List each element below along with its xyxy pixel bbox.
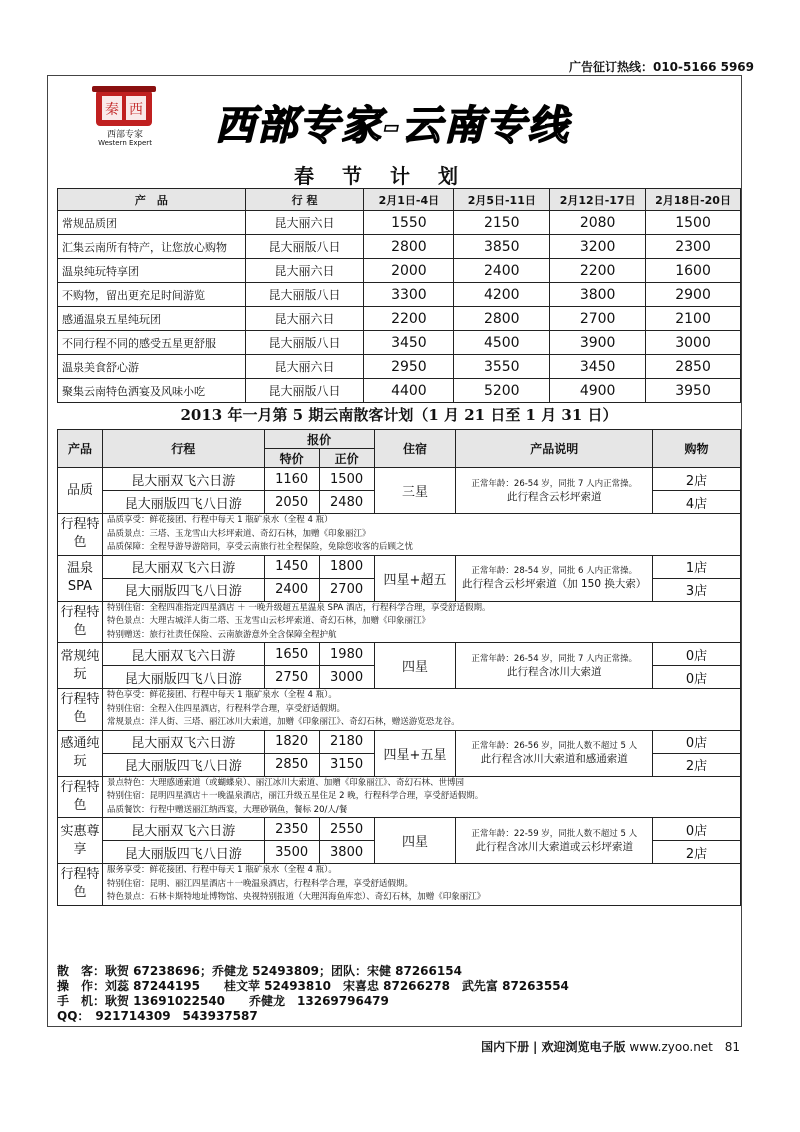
notes-label: 行程特色: [58, 601, 103, 643]
regular-price: 1800: [319, 555, 374, 578]
shop-count: 1店: [653, 555, 741, 578]
product-desc: [456, 468, 653, 514]
header-special: 特价: [264, 449, 319, 468]
notes-row: [58, 864, 741, 906]
route: 昆大丽六日: [245, 355, 364, 379]
product-name: 常规品质团: [58, 211, 246, 235]
shop-count: 0店: [653, 818, 741, 841]
route: 昆大丽版四飞八日游: [102, 666, 264, 689]
footer-section: 国内下册: [481, 1040, 530, 1054]
product-row: [58, 555, 741, 578]
note-line: 特色景点：大理古城洋人街二塔、玉龙雪山云杉坪索道、奇幻石林，加赠《印象丽江》: [106, 616, 430, 626]
notes-label: 行程特色: [58, 514, 103, 556]
age-limit: 正常年龄：22-59 岁，同批人数不超过 5 人: [471, 828, 638, 839]
price-cell: 3950: [646, 379, 741, 403]
hotel-level: 四星: [374, 643, 456, 689]
header-product: 产 品: [58, 189, 246, 211]
notes-row: [58, 514, 741, 556]
shop-count: 2店: [653, 841, 741, 864]
price-cell: 5200: [454, 379, 550, 403]
note-line: 特色景点：石林卡斯特地址博物馆、央视特别报道（大理洱海鱼库恋）、奇幻石林，加赠《印象丽江》: [106, 892, 486, 902]
price-cell: 3450: [364, 331, 454, 355]
header-product: 产品: [58, 430, 103, 468]
price-cell: 3450: [550, 355, 646, 379]
hotel-level: 三星: [374, 468, 456, 514]
scatter-plan-table: [57, 429, 741, 906]
notes: [102, 864, 740, 906]
note-line: 特别住宿：昆明四星酒店＋一晚温泉酒店，丽江升级五星住足 2 晚，行程科学合理，享受舒适假期。: [106, 791, 484, 801]
header-shop: 购物: [653, 430, 741, 468]
logo-mark-icon: [90, 84, 158, 130]
note-line: 特别住宿：全程四准指定四星酒店 ＋ 一晚升级超五星温泉 SPA 酒店，行程科学合理，享受舒适假期。: [106, 602, 491, 613]
shop-count: 3店: [653, 578, 741, 601]
svg-text:西: 西: [129, 102, 143, 118]
price-cell: 2200: [364, 307, 454, 331]
age-limit: 正常年龄：26-56 岁，同批人数不超过 5 人: [471, 741, 638, 751]
footer: 国内下册 | 欢迎浏览电子版 www.zyoo.net 81: [481, 1040, 740, 1054]
price-cell: 4500: [454, 331, 550, 355]
price-cell: 3200: [550, 235, 646, 259]
desc-text: 此行程含冰川大索道和感通索道: [480, 753, 628, 765]
spring-row: [58, 235, 741, 259]
regular-price: 3150: [319, 753, 374, 776]
regular-price: 2480: [319, 491, 374, 514]
route: 昆大丽双飞六日游: [102, 818, 264, 841]
notes-row: [58, 689, 741, 731]
note-line: 服务享受：鲜花接团、行程中每天 1 瓶矿泉水（全程 4 瓶）。: [106, 865, 337, 875]
route: 昆大丽六日: [245, 211, 364, 235]
notes: [102, 776, 740, 818]
product-desc: 汇集云南所有特产，让您放心购物: [58, 235, 246, 259]
price-cell: 3000: [646, 331, 741, 355]
notes-label: 行程特色: [58, 864, 103, 906]
price-cell: 2800: [454, 307, 550, 331]
header-price: 报价: [264, 430, 374, 449]
desc-text: 此行程含云杉坪索道（加 150 换大索）: [462, 578, 647, 590]
route: 昆大丽版八日: [245, 379, 364, 403]
note-line: 特色享受：鲜花接团、行程中每天 1 瓶矿泉水（全程 4 瓶）。: [106, 690, 337, 700]
product-row: [58, 468, 741, 491]
notes-label: 行程特色: [58, 689, 103, 731]
route: 昆大丽版八日: [245, 235, 364, 259]
spring-row: [58, 355, 741, 379]
regular-price: 2700: [319, 578, 374, 601]
note-line: 品质保障：全程导游导游陪同，享受云南旅行社全程保险，免除您收客的后顾之忧: [106, 542, 413, 552]
special-price: 1160: [264, 468, 319, 491]
price-cell: 1600: [646, 259, 741, 283]
price-cell: 3800: [550, 283, 646, 307]
product-name: 温泉SPA: [58, 555, 103, 601]
route: 昆大丽版四飞八日游: [102, 753, 264, 776]
desc-text: 此行程含云杉坪索道: [507, 490, 602, 503]
header-hotel: 住宿: [374, 430, 456, 468]
note-line: 特别赠送：旅行社责任保险、云南旅游意外全含保障全程护航: [106, 629, 337, 640]
svg-text:秦: 秦: [105, 102, 119, 118]
note-line: 品质享受：鲜花接团、行程中每天 1 瓶矿泉水（全程 4 瓶）: [106, 515, 333, 525]
header-date-3: 2月12日-17日: [550, 189, 646, 211]
special-price: 2350: [264, 818, 319, 841]
route: 昆大丽六日: [245, 307, 364, 331]
product-name: 感通温泉五星纯玩团: [58, 307, 246, 331]
contacts: [57, 964, 569, 1024]
headline: 西部专家-云南专线: [215, 102, 570, 149]
product-row: [58, 730, 741, 753]
price-cell: 4400: [364, 379, 454, 403]
special-price: 2750: [264, 666, 319, 689]
header-date-2: 2月5日-11日: [454, 189, 550, 211]
page-number: 81: [724, 1040, 740, 1054]
regular-price: 2180: [319, 730, 374, 753]
product-desc: [456, 730, 653, 776]
notes-row: [58, 601, 741, 643]
price-cell: 2800: [364, 235, 454, 259]
price-cell: 2400: [454, 259, 550, 283]
route: 昆大丽双飞六日游: [102, 730, 264, 753]
route: 昆大丽双飞六日游: [102, 643, 264, 666]
price-cell: 2950: [364, 355, 454, 379]
header-route: 行程: [102, 430, 264, 468]
notes: [102, 514, 740, 556]
price-cell: 2150: [454, 211, 550, 235]
hotel-level: 四星+五星: [374, 730, 456, 776]
regular-price: 1500: [319, 468, 374, 491]
header-desc: 产品说明: [456, 430, 653, 468]
footer-url[interactable]: www.zyoo.net: [629, 1040, 713, 1054]
footer-slogan: 欢迎浏览电子版: [541, 1040, 626, 1054]
price-cell: 3900: [550, 331, 646, 355]
spring-row: [58, 259, 741, 283]
age-limit: 正常年龄：26-54 岁，同批 7 人内正常操。: [471, 653, 638, 664]
price-cell: 2300: [646, 235, 741, 259]
route: 昆大丽版四飞八日游: [102, 491, 264, 514]
product-row: [58, 818, 741, 841]
shop-count: 2店: [653, 753, 741, 776]
route: 昆大丽六日: [245, 259, 364, 283]
spring-row: [58, 211, 741, 235]
special-price: 2850: [264, 753, 319, 776]
notes-label: 行程特色: [58, 776, 103, 818]
product-name: 感通纯玩: [58, 730, 103, 776]
spring-plan-table: [57, 188, 741, 403]
spring-row: [58, 379, 741, 403]
special-price: 2400: [264, 578, 319, 601]
price-cell: 2200: [550, 259, 646, 283]
ad-hotline: 广告征订热线：010-5166 5969: [568, 60, 754, 74]
age-limit: 正常年龄：28-54 岁，同批 6 人内正常操。: [471, 566, 638, 576]
shop-count: 2店: [653, 468, 741, 491]
product-desc: [456, 643, 653, 689]
product-name: 温泉美食舒心游: [58, 355, 246, 379]
header-date-4: 2月18日-20日: [646, 189, 741, 211]
product-desc: [456, 818, 653, 864]
notes-row: [58, 776, 741, 818]
note-line: 常规景点：洋人街、三塔、丽江冰川大索道，加赠《印象丽江》、奇幻石林，赠送游览恐龙谷。: [106, 717, 460, 727]
special-price: 1450: [264, 555, 319, 578]
regular-price: 1980: [319, 643, 374, 666]
price-cell: 1500: [646, 211, 741, 235]
scatter-plan-title: 2013 年一月第 5 期云南散客计划（1 月 21 日至 1 月 31 日）: [180, 406, 618, 424]
header-route: 行 程: [245, 189, 364, 211]
spring-row: [58, 331, 741, 355]
price-cell: 2100: [646, 307, 741, 331]
special-price: 1650: [264, 643, 319, 666]
shop-count: 0店: [653, 666, 741, 689]
contact-line: QQ： 921714309 543937587: [57, 1009, 258, 1023]
product-desc: [456, 555, 653, 601]
route: 昆大丽版八日: [245, 331, 364, 355]
route: 昆大丽版四飞八日游: [102, 841, 264, 864]
age-limit: 正常年龄：26-54 岁，同批 7 人内正常操。: [471, 478, 638, 489]
scatter-header-row: [58, 430, 741, 449]
notes: [102, 689, 740, 731]
note-line: 特别住宿：昆明、丽江四星酒店＋一晚温泉酒店，行程科学合理，享受舒适假期。: [106, 878, 413, 889]
price-cell: 2700: [550, 307, 646, 331]
route: 昆大丽版四飞八日游: [102, 578, 264, 601]
note-line: 景点特色：大理感通索道（或蝴蝶泉）、丽江冰川大索道、加赠《印象丽江》、奇幻石林、世博园: [106, 777, 464, 788]
price-cell: 3550: [454, 355, 550, 379]
spring-row: [58, 307, 741, 331]
note-line: 特别住宿：全程入住四星酒店，行程科学合理，享受舒适假期。: [106, 703, 345, 714]
price-cell: 1550: [364, 211, 454, 235]
product-name: 实惠尊享: [58, 818, 103, 864]
regular-price: 2550: [319, 818, 374, 841]
header-date-1: 2月1日-4日: [364, 189, 454, 211]
note-line: 品质景点：三塔、玉龙雪山大杉坪索道、奇幻石林，加赠《印象丽江》: [106, 528, 371, 539]
price-cell: 4200: [454, 283, 550, 307]
header-regular: 正价: [319, 449, 374, 468]
price-cell: 3300: [364, 283, 454, 307]
special-price: 3500: [264, 841, 319, 864]
price-cell: 2850: [646, 355, 741, 379]
product-row: [58, 643, 741, 666]
shop-count: 0店: [653, 643, 741, 666]
regular-price: 3800: [319, 841, 374, 864]
product-desc: 聚集云南特色洒宴及风味小吃: [58, 379, 246, 403]
desc-text: 此行程含冰川大索道: [507, 665, 602, 678]
product-name: 温泉纯玩特享团: [58, 259, 246, 283]
special-price: 1820: [264, 730, 319, 753]
hotel-level: 四星+超五: [374, 555, 456, 601]
contact-line: 手 机：耿贺 13691022540 乔健龙 13269796479: [57, 994, 389, 1008]
shop-count: 0店: [653, 730, 741, 753]
note-line: 品质餐饮：行程中赠送丽江纳西宴，大理砂锅鱼，餐标 20/人/餐: [106, 804, 348, 815]
route: 昆大丽双飞六日游: [102, 555, 264, 578]
price-cell: 2080: [550, 211, 646, 235]
product-name: 品质: [58, 468, 103, 514]
price-cell: 4900: [550, 379, 646, 403]
route: 昆大丽双飞六日游: [102, 468, 264, 491]
price-cell: 2000: [364, 259, 454, 283]
product-desc: 不购物，留出更充足时间游览: [58, 283, 246, 307]
desc-text: 此行程含冰川大索道或云杉坪索道: [475, 840, 634, 853]
regular-price: 3000: [319, 666, 374, 689]
special-price: 2050: [264, 491, 319, 514]
shop-count: 4店: [653, 491, 741, 514]
contact-line: 操 作：刘蕊 87244195 桂文苹 52493810 宋喜忠 87266278 武先富 87263554: [57, 979, 569, 993]
spring-title: 春节计划: [294, 164, 486, 188]
product-name: 常规纯玩: [58, 643, 103, 689]
notes: [102, 601, 740, 643]
product-desc: 不同行程不同的感受五星更舒服: [58, 331, 246, 355]
contact-line: 散 客：耿贺 67238696；乔健龙 52493809；团队：宋健 87266154: [57, 964, 462, 978]
spring-row: [58, 283, 741, 307]
price-cell: 2900: [646, 283, 741, 307]
route: 昆大丽版八日: [245, 283, 364, 307]
price-cell: 3850: [454, 235, 550, 259]
logo-en: Western Expert: [98, 139, 152, 147]
hotel-level: 四星: [374, 818, 456, 864]
spring-header-row: [58, 189, 741, 211]
logo-cn: 西部专家: [106, 130, 143, 140]
